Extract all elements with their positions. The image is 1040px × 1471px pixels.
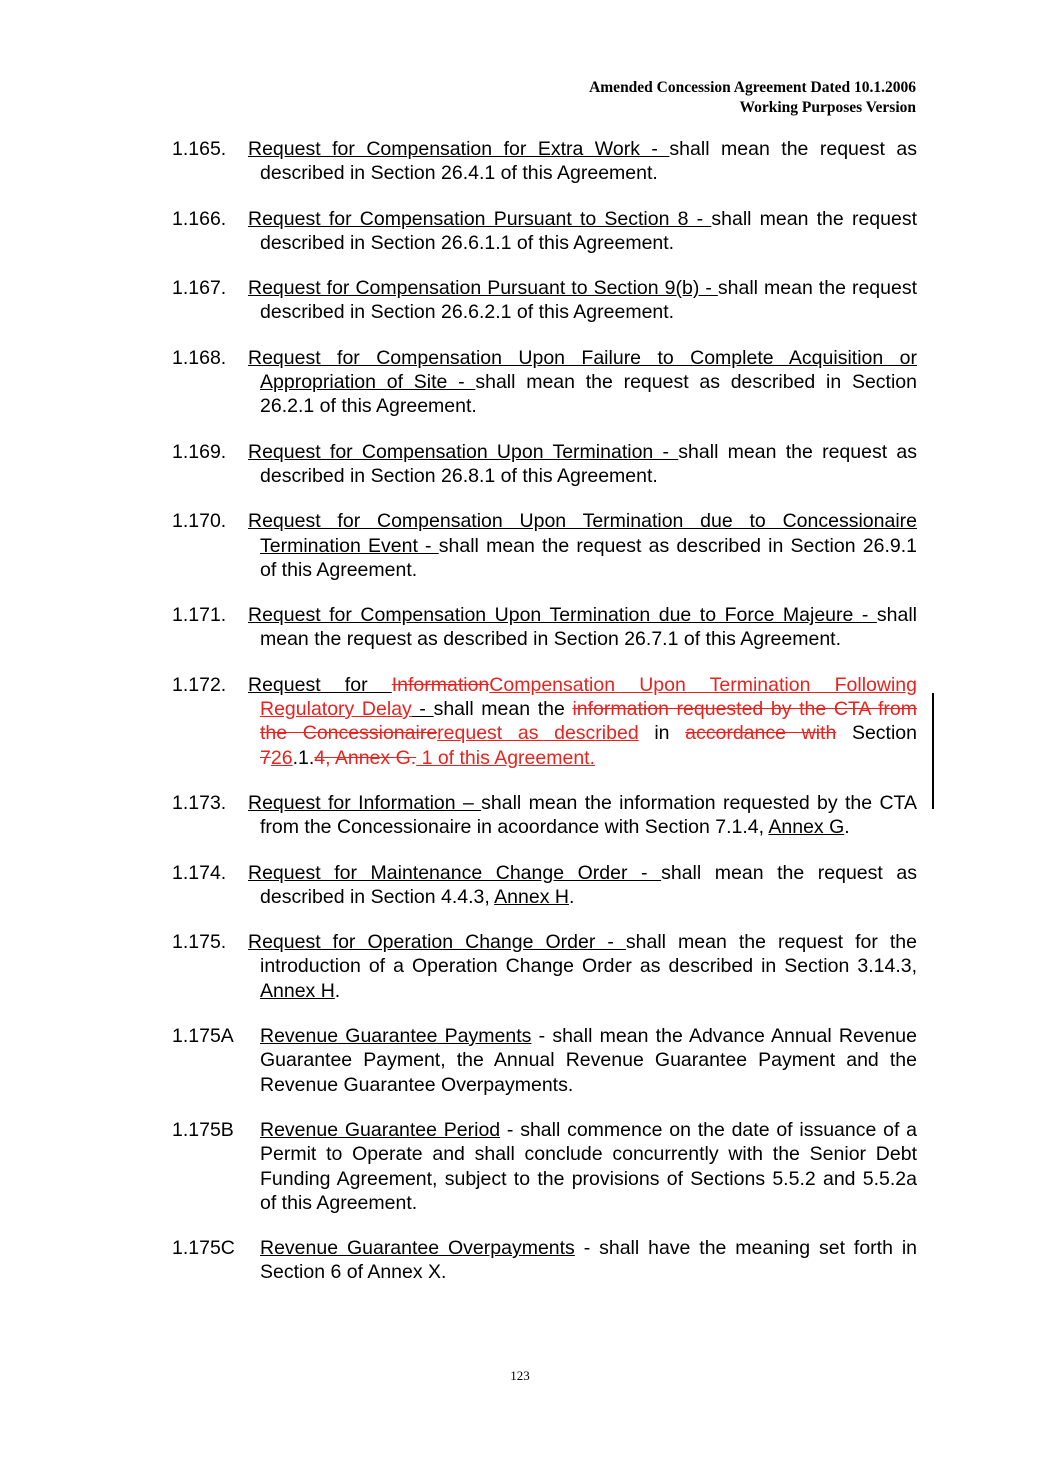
definition-term: Request for Compensation Upon Termination - [248,440,679,463]
definition-text: shall mean the information requested by the CTA from the Concessionaire in acoordance with Section 7.1.4, [260,791,917,839]
inserted-text: Compensation Upon Termination Following Regulatory Delay [260,673,917,721]
definition-number: 1.175B [172,1118,234,1141]
definition-text: shall mean the request as described in Section 26.4.1 of this Agreement. [260,138,917,185]
definition-term: Request for Information – [248,791,482,814]
annex-reference: Annex G [768,816,845,839]
definitions-list [172,137,917,1306]
definition-number: 1.173. [172,791,227,814]
period: . [844,816,850,839]
inserted-text: 1 of this Agreement. [416,746,596,769]
definition-item [172,603,917,652]
period: . [568,885,575,908]
definition-text: in [638,722,686,745]
definition-item [172,791,917,840]
definition-text: shall mean the request described in Section 26.6.1.1 of this Agreement. [260,207,917,254]
definition-item [172,1236,917,1285]
definition-number: 1.169. [172,440,227,463]
definition-item-tracked-changes [172,673,917,770]
definition-text: - shall mean the Advance Annual Revenue Guarantee Payment, the Annual Revenue Guarantee Payment and the Revenue Guarantee Overpayments. [260,1025,917,1096]
definition-number: 1.168. [172,346,227,369]
annex-reference: Annex H [494,885,569,908]
definition-item [172,440,917,489]
annex-reference: Annex H [260,979,335,1002]
definition-term: Request for Operation Change Order - [248,931,626,954]
page-header [589,78,916,118]
definition-text: shall mean the request as described in Section 26.9.1 of this Agreement. [260,534,917,581]
definition-text: Section [836,722,917,745]
definition-number: 1.175. [172,931,227,954]
inserted-text: request as described [437,722,639,745]
definition-text: .1. [292,746,315,769]
definition-text: - shall commence on the date of issuance of a Permit to Operate and shall conclude concurrently with the Senior Debt Funding Agreement, subject to the provisions of Sections 5.5.2 and 5.5.2a of this Agreement. [260,1118,917,1214]
definition-term: Request for Compensation Pursuant to Section 9(b) - [248,277,718,300]
definition-item [172,1118,917,1215]
definition-term: Request for Maintenance Change Order - [248,861,662,884]
definition-number: 1.175A [172,1025,234,1048]
term-dash: - [411,698,434,721]
deleted-text: Information [391,673,490,696]
definition-item [172,276,917,325]
definition-item [172,346,917,419]
definition-text: shall mean the request for the introduction of a Operation Change Order as described in Section 3.14.3, [260,931,917,978]
header-version: Working Purposes Version [739,99,916,116]
change-bar [932,693,934,809]
definition-number: 1.170. [172,510,227,533]
definition-number: 1.175C [172,1237,235,1260]
definition-number: 1.171. [172,604,227,627]
definition-number: 1.172. [172,673,227,696]
definition-item [172,509,917,582]
definition-term: Request for Compensation Upon Failure to Complete Acquisition or Appropriation of Site - [248,346,917,394]
definition-term: Revenue Guarantee Overpayments [260,1237,575,1260]
definition-text: shall mean the request as described in Section 26.7.1 of this Agreement. [260,604,917,651]
definition-number: 1.166. [172,207,227,230]
term-text: Request for [248,673,392,696]
inserted-text: 26 [270,746,293,769]
definition-number: 1.167. [172,277,227,300]
deleted-text: information requested by the CTA from the Concessionaire [260,698,917,745]
definition-term: Revenue Guarantee Payments [260,1025,532,1048]
header-title: Amended Concession Agreement Dated 10.1.2006 [589,79,916,96]
page-number: 123 [510,1368,530,1383]
definition-text: shall mean the request as described in Section 26.8.1 of this Agreement. [260,440,917,487]
definition-item [172,137,917,186]
deleted-text: 4, Annex G. [314,746,417,769]
definition-item [172,207,917,256]
definition-item [172,930,917,1003]
definition-item [172,861,917,910]
definition-text: shall mean the request described in Section 26.6.2.1 of this Agreement. [260,277,917,324]
definition-number: 1.174. [172,861,227,884]
definition-text: - shall have the meaning set forth in Section 6 of Annex X. [260,1237,918,1284]
definition-item [172,1024,917,1097]
definition-term: Request for Compensation for Extra Work - [248,138,670,160]
definition-text: shall mean the request as described in Section 26.2.1 of this Agreement. [260,371,917,418]
definition-number: 1.165. [172,138,227,160]
definition-text: shall mean the [433,698,573,721]
definition-term: Revenue Guarantee Period [260,1118,501,1141]
deleted-text: accordance with [685,722,837,745]
definition-text: shall mean the request as described in Section 4.4.3, [260,861,917,908]
period: . [334,979,341,1002]
definition-term: Request for Compensation Upon Termination due to Concessionaire Termination Event - [248,510,917,557]
definition-term: Request for Compensation Upon Termination due to Force Majeure - [248,604,877,627]
deleted-text: 7 [260,746,271,769]
definition-term: Request for Compensation Pursuant to Section 8 - [248,207,712,230]
